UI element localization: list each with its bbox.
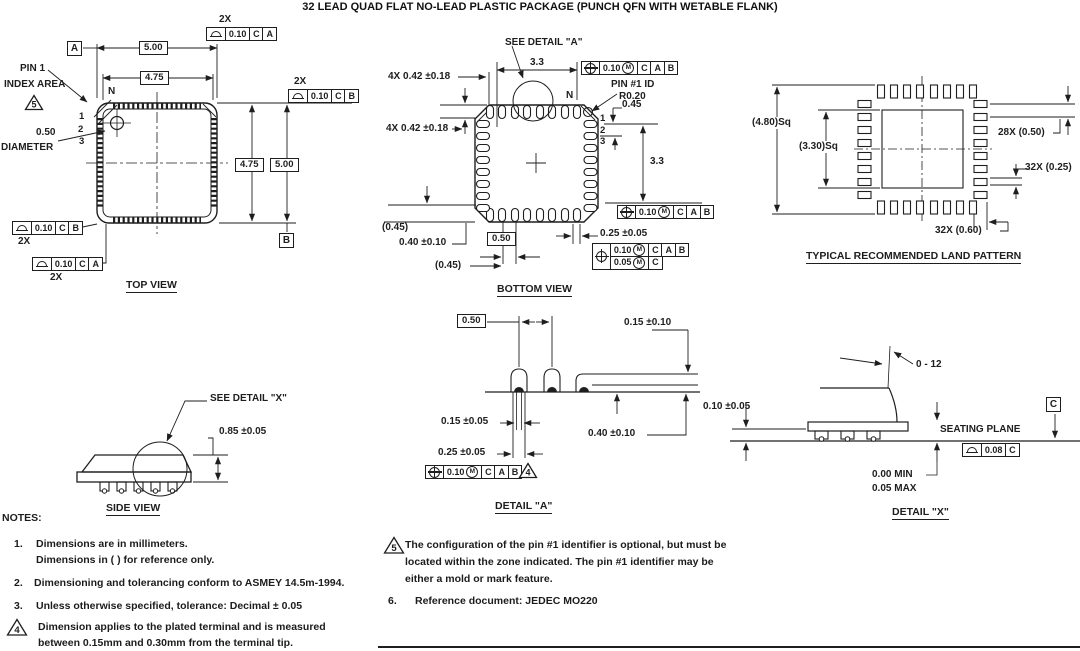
drawing-title: 32 LEAD QUAD FLAT NO-LEAD PLASTIC PACKAGE (PUNCH QFN WITH WETABLE FLANK): [302, 1, 778, 13]
datum-a-box: A: [67, 41, 82, 56]
package-height-dim: 0.85 ±0.05: [219, 426, 267, 437]
tolerance-value: 0.05 M: [610, 256, 650, 270]
tolerance-value: 0.10: [51, 257, 77, 271]
tolerance-value: 0.10: [31, 221, 57, 235]
flank-angle-dim: 0 - 12: [916, 359, 942, 370]
profile-tolerance-frame: [206, 27, 277, 41]
tolerance-value: 0.08: [981, 443, 1007, 457]
datum-ref: A: [262, 27, 277, 41]
land-pattern-linework: [772, 76, 1075, 231]
dim-box: 0.50: [457, 314, 486, 328]
datum-ref: B: [344, 89, 359, 103]
note-5-line-1: The configuration of the pin #1 identifier is optional, but must be: [405, 539, 727, 551]
land-pitch-dim: 28X (0.50): [998, 127, 1045, 138]
ref-dim: (0.45): [382, 222, 409, 233]
land-outer-dim: (4.80)Sq: [752, 117, 791, 128]
detail-x-linework: [730, 346, 1080, 475]
qty-label: 2X: [219, 14, 232, 25]
position-symbol-cell: [581, 61, 600, 75]
dim-box: 4.75: [140, 71, 169, 85]
side-view-linework: [77, 401, 228, 496]
profile-tolerance-frame: [288, 89, 359, 103]
position-tolerance-icon: [621, 207, 632, 218]
note-flag-5: [383, 536, 405, 555]
land-pad-length-dim: 32X (0.60): [935, 225, 982, 236]
see-detail-a-label: SEE DETAIL "A": [505, 37, 583, 48]
datum-ref: C: [249, 27, 264, 41]
qty-label: 2X: [294, 76, 307, 87]
datum-ref: A: [494, 465, 509, 479]
note-flag-4: [518, 462, 538, 479]
profile-of-surface-icon: [292, 93, 304, 100]
datum-ref: C: [673, 205, 688, 219]
note-4-line-1: Dimension applies to the plated terminal and is measured: [38, 621, 326, 633]
pin-number: 2: [600, 125, 606, 136]
pin1-index-label: INDEX AREA: [4, 79, 66, 90]
epad-width-dim: 3.3: [530, 57, 544, 68]
mmc-icon: M: [466, 466, 478, 478]
position-tolerance-icon: [596, 251, 607, 262]
profile-tolerance-frame: [962, 443, 1020, 457]
position-symbol-cell: [592, 243, 611, 270]
standoff-dim: 0.10 ±0.05: [703, 401, 751, 412]
note-5-line-3: either a mold or mark feature.: [405, 573, 553, 585]
position-tolerance-frame-two-row: [592, 243, 689, 270]
lead-length-dim: 0.40 ±0.10: [399, 237, 447, 248]
seating-plane-label: SEATING PLANE: [940, 424, 1021, 435]
tolerance-value: 0.10 M: [599, 61, 639, 75]
profile-symbol-cell: [288, 89, 308, 103]
datum-ref: C: [75, 257, 90, 271]
see-detail-x-label: SEE DETAIL "X": [210, 393, 287, 404]
note-1-line-2: Dimensions in ( ) for reference only.: [36, 554, 215, 566]
mmc-icon: M: [633, 257, 645, 269]
datum-ref: B: [508, 465, 523, 479]
position-tolerance-frame: [581, 61, 678, 75]
lead-width-dim: 0.25 ±0.05: [600, 228, 648, 239]
profile-symbol-cell: [32, 257, 52, 271]
note-1-line-1: Dimensions are in millimeters.: [36, 538, 188, 550]
tolerance-value: 0.10: [225, 27, 251, 41]
pin1-index-label: PIN 1: [20, 63, 46, 74]
svg-text:4: 4: [14, 625, 20, 636]
corner-dim: 0.45: [622, 99, 642, 110]
note-6-text: Reference document: JEDEC MO220: [415, 595, 598, 607]
tolerance-value: 0.10 M: [635, 205, 675, 219]
pin-number: 1: [600, 113, 606, 124]
datum-ref: B: [675, 243, 690, 257]
datum-ref: C: [1005, 443, 1020, 457]
position-tolerance-icon: [585, 63, 596, 74]
tolerance-value: 0.10: [307, 89, 333, 103]
datum-ref: C: [637, 61, 652, 75]
datum-c-box: C: [1046, 397, 1061, 412]
dim-box: 0.50: [487, 232, 516, 246]
diameter-label: DIAMETER: [1, 142, 54, 153]
note-2-text: Dimensioning and tolerancing conform to ASMEY 14.5m-1994.: [34, 577, 345, 589]
step-dim: 0.15 ±0.10: [624, 317, 672, 328]
top-view-linework: [48, 44, 352, 263]
note-5-line-2: located within the zone indicated. The pin #1 identifier may be: [405, 556, 714, 568]
datum-ref: A: [88, 257, 103, 271]
land-inner-dim: (3.30)Sq: [799, 141, 838, 152]
pin1-id-radius: R0.20: [619, 91, 646, 102]
side-view-caption: SIDE VIEW: [106, 502, 161, 514]
lead-width-dim: 0.25 ±0.05: [438, 447, 486, 458]
land-pattern-caption: TYPICAL RECOMMENDED LAND PATTERN: [806, 250, 1022, 262]
sheet-border-line: [378, 646, 1080, 648]
epad-height-dim: 3.3: [650, 156, 664, 167]
dim-box: 5.00: [139, 41, 168, 55]
profile-symbol-cell: [962, 443, 982, 457]
detail-x-caption: DETAIL "X": [892, 506, 949, 518]
datum-ref: B: [700, 205, 715, 219]
mmc-icon: M: [622, 62, 634, 74]
profile-of-surface-icon: [36, 261, 48, 268]
datum-ref: A: [686, 205, 701, 219]
lead-dim-label: 4X 0.42 ±0.18: [386, 123, 449, 134]
datum-ref: A: [650, 61, 665, 75]
pad-width-dim: 0.15 ±0.05: [441, 416, 489, 427]
dim-box: 5.00: [270, 158, 299, 172]
note-number: 2.: [14, 577, 23, 589]
land-pad-width-dim: 32X (0.25): [1025, 162, 1072, 173]
note-4-line-2: between 0.15mm and 0.30mm from the terminal tip.: [38, 637, 293, 649]
position-tolerance-icon: [429, 467, 440, 478]
pin-number: 3: [600, 136, 606, 147]
bottom-view-caption: BOTTOM VIEW: [497, 283, 573, 295]
svg-text:5: 5: [391, 543, 397, 554]
datum-ref: C: [648, 243, 663, 257]
pin1-id-label: PIN #1 ID: [611, 79, 655, 90]
diameter-value: 0.50: [36, 127, 56, 138]
qty-label: 2X: [18, 236, 31, 247]
datum-ref: C: [648, 256, 663, 270]
qty-label: 2X: [50, 272, 63, 283]
datum-ref: C: [331, 89, 346, 103]
datum-ref: C: [481, 465, 496, 479]
mmc-icon: M: [633, 244, 645, 256]
svg-text:5: 5: [31, 99, 37, 110]
standoff-min-label: 0.00 MIN: [872, 469, 913, 480]
profile-of-surface-icon: [16, 225, 28, 232]
lead-length-dim: 0.40 ±0.10: [588, 428, 636, 439]
note-3-text: Unless otherwise specified, tolerance: Decimal ± 0.05: [36, 600, 303, 612]
lead-dim-label: 4X 0.42 ±0.18: [388, 71, 451, 82]
position-tolerance-frame: [617, 205, 714, 219]
standoff-max-label: 0.05 MAX: [872, 483, 917, 494]
datum-ref: B: [664, 61, 679, 75]
profile-of-surface-icon: [210, 31, 222, 38]
profile-tolerance-frame: [12, 221, 83, 235]
datum-ref: A: [661, 243, 676, 257]
pin-count-label: N: [108, 86, 116, 97]
top-view-caption: TOP VIEW: [126, 279, 177, 291]
tolerance-value: 0.10 M: [443, 465, 483, 479]
position-tolerance-frame: [425, 465, 522, 479]
position-symbol-cell: [617, 205, 636, 219]
datum-ref: B: [68, 221, 83, 235]
note-number: 6.: [388, 595, 397, 607]
note-number: 3.: [14, 600, 23, 612]
dim-box: 4.75: [235, 158, 264, 172]
note-number: 1.: [14, 538, 23, 550]
pin-number: 2: [78, 124, 84, 135]
position-symbol-cell: [425, 465, 444, 479]
pin-count-label: N: [566, 90, 574, 101]
tolerance-value: 0.10 M: [610, 243, 650, 257]
notes-heading: NOTES:: [2, 512, 42, 524]
profile-symbol-cell: [12, 221, 32, 235]
detail-a-caption: DETAIL "A": [495, 500, 553, 512]
pin-number: 1: [79, 111, 85, 122]
svg-text:4: 4: [525, 467, 531, 478]
mmc-icon: M: [658, 206, 670, 218]
pin-number: 3: [79, 136, 85, 147]
ref-dim: (0.45): [435, 260, 462, 271]
profile-of-surface-icon: [966, 447, 978, 454]
note-flag-4: [6, 618, 28, 637]
datum-b-box: B: [279, 233, 294, 248]
datum-ref: C: [55, 221, 70, 235]
profile-tolerance-frame: [32, 257, 103, 271]
note-flag-5: [24, 94, 44, 111]
profile-symbol-cell: [206, 27, 226, 41]
